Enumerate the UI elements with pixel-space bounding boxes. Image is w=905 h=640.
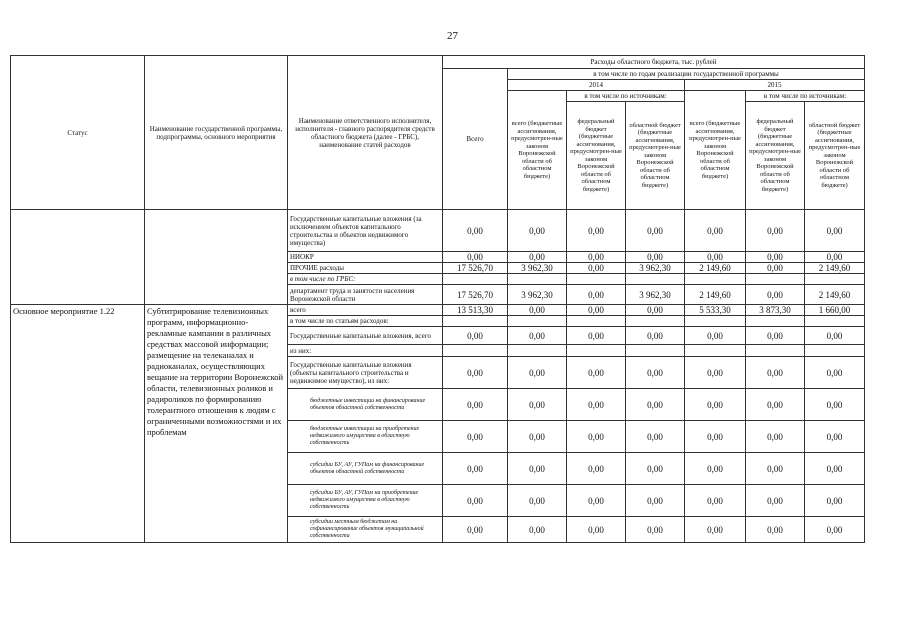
value-cell	[508, 345, 567, 357]
value-cell	[685, 345, 746, 357]
status-cell-empty	[11, 210, 145, 305]
value-cell: 0,00	[626, 453, 685, 485]
value-cell: 0,00	[567, 252, 626, 263]
header-executor: Наименование ответственного исполнителя, исполнителя - главного распорядителя средств областного бюджета (далее - ГРБС), наименование статей расходов	[288, 56, 443, 210]
header-budget-title: Расходы областного бюджета, тыс. рублей	[443, 56, 865, 69]
value-cell: 2 149,60	[685, 263, 746, 274]
measure-status: Основное мероприятие 1.22	[11, 305, 145, 543]
header-col-regional-2015: областной бюджет (бюджетные ассигнования, предусмотрен-ные законом Воронежской области об областном бюджете)	[805, 102, 865, 210]
value-cell	[685, 316, 746, 327]
value-cell: 0,00	[805, 327, 865, 345]
value-cell	[626, 274, 685, 285]
value-cell: 0,00	[508, 485, 567, 517]
value-cell: 0,00	[443, 210, 508, 252]
header-col-total-2014: всего (бюджетные ассигнования, предусмотрен-ные законом Воронежской области об областном бюджете)	[508, 91, 567, 210]
value-cell	[508, 274, 567, 285]
value-cell: 3 873,30	[746, 305, 805, 316]
value-cell: 0,00	[626, 357, 685, 389]
header-year-2014: 2014	[508, 80, 685, 91]
value-cell: 0,00	[567, 517, 626, 543]
value-cell	[746, 345, 805, 357]
table-row	[11, 305, 865, 316]
value-cell: 0,00	[567, 421, 626, 453]
value-cell: 2 149,60	[805, 285, 865, 305]
row-label: Государственные капитальные вложения (за исключением объектов капитального строительства и объектов недвижимого имущества)	[288, 210, 443, 252]
value-cell: 0,00	[626, 210, 685, 252]
value-cell: 0,00	[805, 517, 865, 543]
value-cell: 0,00	[443, 453, 508, 485]
value-cell: 0,00	[443, 421, 508, 453]
value-cell	[443, 345, 508, 357]
value-cell	[746, 274, 805, 285]
header-col-federal-2014: федеральный бюджет (бюджетные ассигнования, предусмотрен-ные законом Воронежской области об областном бюджете)	[567, 102, 626, 210]
value-cell: 17 526,70	[443, 263, 508, 274]
value-cell: 0,00	[567, 210, 626, 252]
value-cell: 0,00	[805, 453, 865, 485]
value-cell	[443, 316, 508, 327]
value-cell: 5 533,30	[685, 305, 746, 316]
value-cell: 0,00	[443, 357, 508, 389]
header-program-name: Наименование государственной программы, подпрограммы, основного мероприятия	[145, 56, 288, 210]
value-cell: 17 526,70	[443, 285, 508, 305]
row-label: бюджетные инвестиции на приобретение недвижимого имущества в областную собственность	[288, 421, 443, 453]
value-cell: 0,00	[567, 305, 626, 316]
value-cell: 0,00	[508, 305, 567, 316]
header-year-2015: 2015	[685, 80, 865, 91]
value-cell	[567, 274, 626, 285]
value-cell: 0,00	[567, 327, 626, 345]
value-cell: 0,00	[626, 252, 685, 263]
header-total: Всего	[443, 69, 508, 210]
value-cell: 0,00	[626, 305, 685, 316]
value-cell: 0,00	[567, 389, 626, 421]
row-label: Государственные капитальные вложения (объекты капитального строительства и недвижимое имущество), из них:	[288, 357, 443, 389]
value-cell	[746, 316, 805, 327]
value-cell: 13 513,30	[443, 305, 508, 316]
value-cell: 0,00	[805, 357, 865, 389]
value-cell: 0,00	[508, 210, 567, 252]
value-cell: 0,00	[746, 389, 805, 421]
value-cell: 3 962,30	[626, 285, 685, 305]
header-by-years: в том числе по годам реализации государственной программы	[508, 69, 865, 80]
value-cell	[685, 274, 746, 285]
value-cell: 0,00	[626, 517, 685, 543]
value-cell: 0,00	[626, 485, 685, 517]
value-cell: 0,00	[685, 421, 746, 453]
header-col-regional-2014: областной бюджет (бюджетные ассигнования, предусмотрен-ные законом Воронежской области об областном бюджете)	[626, 102, 685, 210]
header-status: Статус	[11, 56, 145, 210]
row-label: субсидии БУ, АУ, ГУПам на приобретение недвижимого имущества в областную собственность	[288, 485, 443, 517]
value-cell: 0,00	[685, 517, 746, 543]
value-cell: 0,00	[567, 357, 626, 389]
value-cell	[626, 345, 685, 357]
value-cell	[805, 274, 865, 285]
value-cell: 0,00	[567, 263, 626, 274]
value-cell: 0,00	[746, 285, 805, 305]
value-cell: 0,00	[746, 357, 805, 389]
value-cell: 1 660,00	[805, 305, 865, 316]
value-cell: 2 149,60	[685, 285, 746, 305]
value-cell: 0,00	[746, 210, 805, 252]
value-cell: 3 962,30	[508, 285, 567, 305]
value-cell: 0,00	[567, 485, 626, 517]
value-cell: 0,00	[626, 421, 685, 453]
value-cell	[443, 274, 508, 285]
budget-table	[10, 55, 865, 543]
row-label: всего	[288, 305, 443, 316]
value-cell: 0,00	[508, 453, 567, 485]
value-cell: 0,00	[685, 389, 746, 421]
row-label: бюджетные инвестиции на финансирование объектов областной собственности	[288, 389, 443, 421]
value-cell: 0,00	[567, 285, 626, 305]
value-cell: 0,00	[443, 389, 508, 421]
value-cell: 0,00	[685, 327, 746, 345]
header-col-federal-2015: федеральный бюджет (бюджетные ассигнования, предусмотрен-ные законом Воронежской области об областном бюджете)	[746, 102, 805, 210]
value-cell: 0,00	[508, 327, 567, 345]
value-cell	[805, 316, 865, 327]
row-label: Государственные капитальные вложения, всего	[288, 327, 443, 345]
header-by-sources-2014: в том числе по источникам:	[567, 91, 685, 102]
value-cell: 0,00	[508, 357, 567, 389]
value-cell: 0,00	[685, 453, 746, 485]
value-cell: 0,00	[443, 327, 508, 345]
value-cell: 0,00	[805, 389, 865, 421]
row-label: департамент труда и занятости населения Воронежской области	[288, 285, 443, 305]
value-cell: 0,00	[443, 252, 508, 263]
row-label: в том числе по статьям расходов:	[288, 316, 443, 327]
value-cell: 0,00	[626, 389, 685, 421]
value-cell: 0,00	[508, 517, 567, 543]
value-cell: 0,00	[685, 357, 746, 389]
measure-name: Субтитрирование телевизионных программ, информационно-рекламные кампании в различных средствах массовой информации; размещение на телеканалах и радиоканалах, осуществляющих вещание на территории Воронежской области, телевизионных роликов и радироликов по формированию толерантного отношения к людям с ограниченными возможностями и их проблемам	[145, 305, 288, 543]
value-cell: 0,00	[746, 517, 805, 543]
table-row	[11, 210, 865, 252]
value-cell: 0,00	[626, 327, 685, 345]
value-cell: 0,00	[805, 210, 865, 252]
value-cell: 0,00	[685, 252, 746, 263]
value-cell: 0,00	[805, 485, 865, 517]
value-cell: 0,00	[685, 485, 746, 517]
value-cell: 0,00	[508, 421, 567, 453]
value-cell: 0,00	[746, 252, 805, 263]
value-cell: 0,00	[805, 421, 865, 453]
header-col-total-2015: всего (бюджетные ассигнования, предусмотрен-ные законом Воронежской области об областном бюджете)	[685, 91, 746, 210]
value-cell	[805, 345, 865, 357]
value-cell	[567, 316, 626, 327]
value-cell: 0,00	[746, 263, 805, 274]
value-cell: 0,00	[443, 485, 508, 517]
row-label: субсидии местным бюджетам на софинансирование объектов муниципальной собственности	[288, 517, 443, 543]
value-cell: 3 962,30	[508, 263, 567, 274]
value-cell: 2 149,60	[805, 263, 865, 274]
header-by-sources-2015: в том числе по источникам:	[746, 91, 865, 102]
row-label: НИОКР	[288, 252, 443, 263]
value-cell: 0,00	[746, 453, 805, 485]
value-cell: 0,00	[567, 453, 626, 485]
value-cell	[567, 345, 626, 357]
row-label: субсидии БУ, АУ, ГУПам на финансирование объектов областной собственности	[288, 453, 443, 485]
value-cell: 0,00	[508, 389, 567, 421]
value-cell: 0,00	[746, 327, 805, 345]
value-cell: 0,00	[685, 210, 746, 252]
value-cell: 3 962,30	[626, 263, 685, 274]
value-cell: 0,00	[508, 252, 567, 263]
row-label: ПРОЧИЕ расходы	[288, 263, 443, 274]
value-cell: 0,00	[443, 517, 508, 543]
program-cell-empty	[145, 210, 288, 305]
value-cell: 0,00	[746, 421, 805, 453]
page-number: 27	[447, 30, 458, 42]
row-label: из них:	[288, 345, 443, 357]
value-cell: 0,00	[805, 252, 865, 263]
value-cell	[626, 316, 685, 327]
value-cell: 0,00	[746, 485, 805, 517]
value-cell	[508, 316, 567, 327]
row-label: в том числе по ГРБС:	[288, 274, 443, 285]
